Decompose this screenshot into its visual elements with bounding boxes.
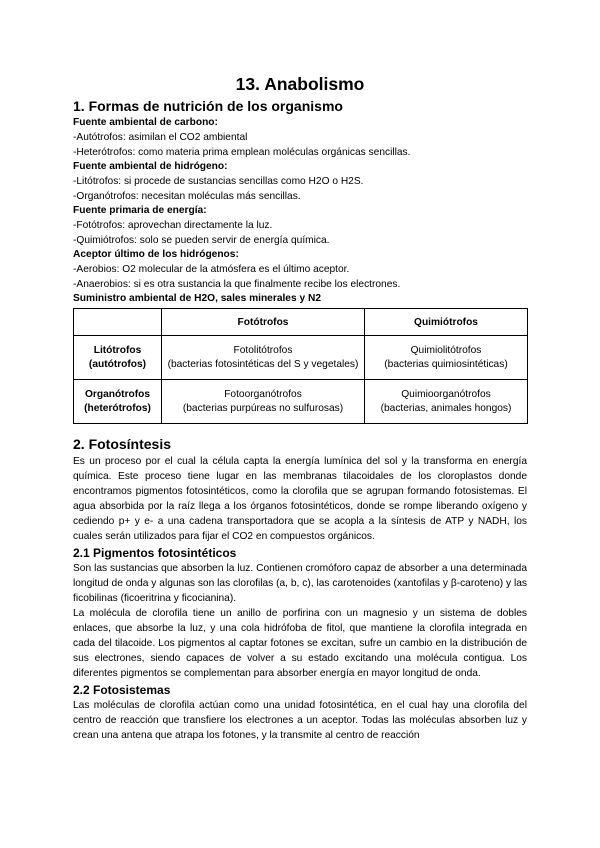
hydrogen-source-label: Fuente ambiental de hidrógeno: [73, 161, 228, 172]
section-photosynthesis [73, 435, 527, 743]
table-cell [365, 380, 528, 424]
table-cell [365, 336, 528, 380]
subsection-heading-pigments: 2.1 Pigmentos fotosintéticos [73, 546, 237, 560]
photosynthesis-intro: Es un proceso por el cual la célula capta la energía lumínica del sol y la transforma en energía química. Este proceso tiene lugar en las membranas tilacoidales de los cloroplastos donde encontramos pigmentos fotosintéticos, como la clorofila que se agrupan formando fotosistemas. El agua absorbida por la raíz llega a los órganos fotosintéticos, donde se rompe liberando oxígeno y cediendo p+ y e- a una cadena transportadora que se acopla a la síntesis de ATP y NADH, los cuales serán utilizados para fijar el CO2 en compuestos orgánicos. [73, 456, 527, 542]
cell-line: Quimiolitótrofos [410, 344, 482, 356]
row-header-organotrophs [74, 380, 162, 424]
table-header-row [74, 309, 528, 336]
pigments-paragraph-2: La molécula de clorofila tiene un anillo de porfirina con un magnesio y un sistema de dobles enlaces, que absorbe la luz, y una cola hidrófoba de fitol, que mantiene la clorofila integrada en cada del tilacoide. Los pigmentos al captar fotones se excitan, sufre un cambio en la distribución de sus electrones, siendo capaces de volver a su estado excitando una molécula contigua. Los diferentes pigmentos se complementan para absorber energía en mayor longitud de onda. [73, 608, 527, 679]
subsection-photosystems [73, 683, 527, 743]
subsection-heading-photosystems: 2.2 Fotosistemas [73, 683, 171, 697]
hydrogen-item-lithotrophs: -Litótrofos: si procede de sustancias sencillas como H2O o H2S. [73, 176, 364, 187]
row-header-line: Organótrofos [84, 388, 151, 400]
cell-line: (bacterias, animales hongos) [380, 402, 512, 414]
row-header-lithotrophs [74, 336, 162, 380]
energy-item-phototrophs: -Fotótrofos: aprovechan directamente la luz. [73, 220, 273, 231]
cell-line: (bacterias purpúreas no sulfurosas) [182, 402, 344, 414]
carbon-source-label: Fuente ambiental de carbono: [73, 117, 218, 128]
section-heading-nutrition: 1. Formas de nutrición de los organismo [73, 98, 343, 114]
carbon-item-autotrophs: -Autótrofos: asimilan el CO2 ambiental [73, 132, 248, 143]
section-heading-photosynthesis: 2. Fotosíntesis [73, 436, 172, 452]
row-header-line: (autótrofos) [88, 358, 147, 370]
nutrition-table [73, 308, 528, 424]
table-cell [162, 380, 365, 424]
supply-label: Suministro ambiental de H2O, sales minerales y N2 [73, 293, 321, 304]
col-header-phototrophs: Fotótrofos [162, 309, 365, 336]
col-header-chemotrophs: Quimiótrofos [365, 309, 528, 336]
acceptor-label: Aceptor último de los hidrógenos: [73, 249, 239, 260]
table-row [74, 336, 528, 380]
hydrogen-item-organotrophs: -Organótrofos: necesitan moléculas más sencillas. [73, 191, 301, 202]
energy-item-chemotrophs: -Quimiótrofos: solo se pueden servir de energía química. [73, 235, 330, 246]
cell-line: (bacterias fotosintéticas del S y vegetales) [167, 358, 359, 370]
page-title: 13. Anabolismo [235, 74, 365, 94]
subsection-pigments [73, 546, 527, 681]
cell-line: Fotoorganótrofos [224, 388, 302, 400]
cell-line: Fotolitótrofos [233, 344, 293, 356]
photosystems-paragraph-1: Las moléculas de clorofila actúan como una unidad fotosintética, en el cual hay una clorofila del centro de reacción que transfiere los electrones a un aceptor. Todas las moléculas absorben luz y crean una antena que atrapa los fotones, y la transmite al centro de reacción [73, 700, 527, 741]
table-cell [162, 336, 365, 380]
row-header-line: Litótrofos [93, 344, 142, 356]
pigments-paragraph-1: Son las sustancias que absorben la luz. Contienen cromóforo capaz de absorber a una determinada longitud de onda y algunas son las clorofilas (a, b, c), las carotenoides (xantofilas y β-caroteno) y las ficobilinas (ficoeritrina y ficocianina). [73, 563, 527, 604]
row-header-line: (heterótrofos) [84, 402, 151, 414]
table-corner-cell [74, 309, 162, 336]
acceptor-item-aerobes: -Aerobios: O2 molecular de la atmósfera es el último aceptor. [73, 264, 350, 275]
acceptor-item-anaerobes: -Anaerobios: si es otra sustancia la que finalmente recibe los electrones. [73, 279, 401, 290]
table-row [74, 380, 528, 424]
section-nutrition [73, 97, 527, 424]
carbon-item-heterotrophs: -Heterótrofos: como materia prima emplean moléculas orgánicas sencillas. [73, 147, 411, 158]
cell-line: (bacterias quimiosintéticas) [384, 358, 508, 370]
energy-source-label: Fuente primaria de energía: [73, 205, 207, 216]
cell-line: Quimioorganótrofos [401, 388, 491, 400]
